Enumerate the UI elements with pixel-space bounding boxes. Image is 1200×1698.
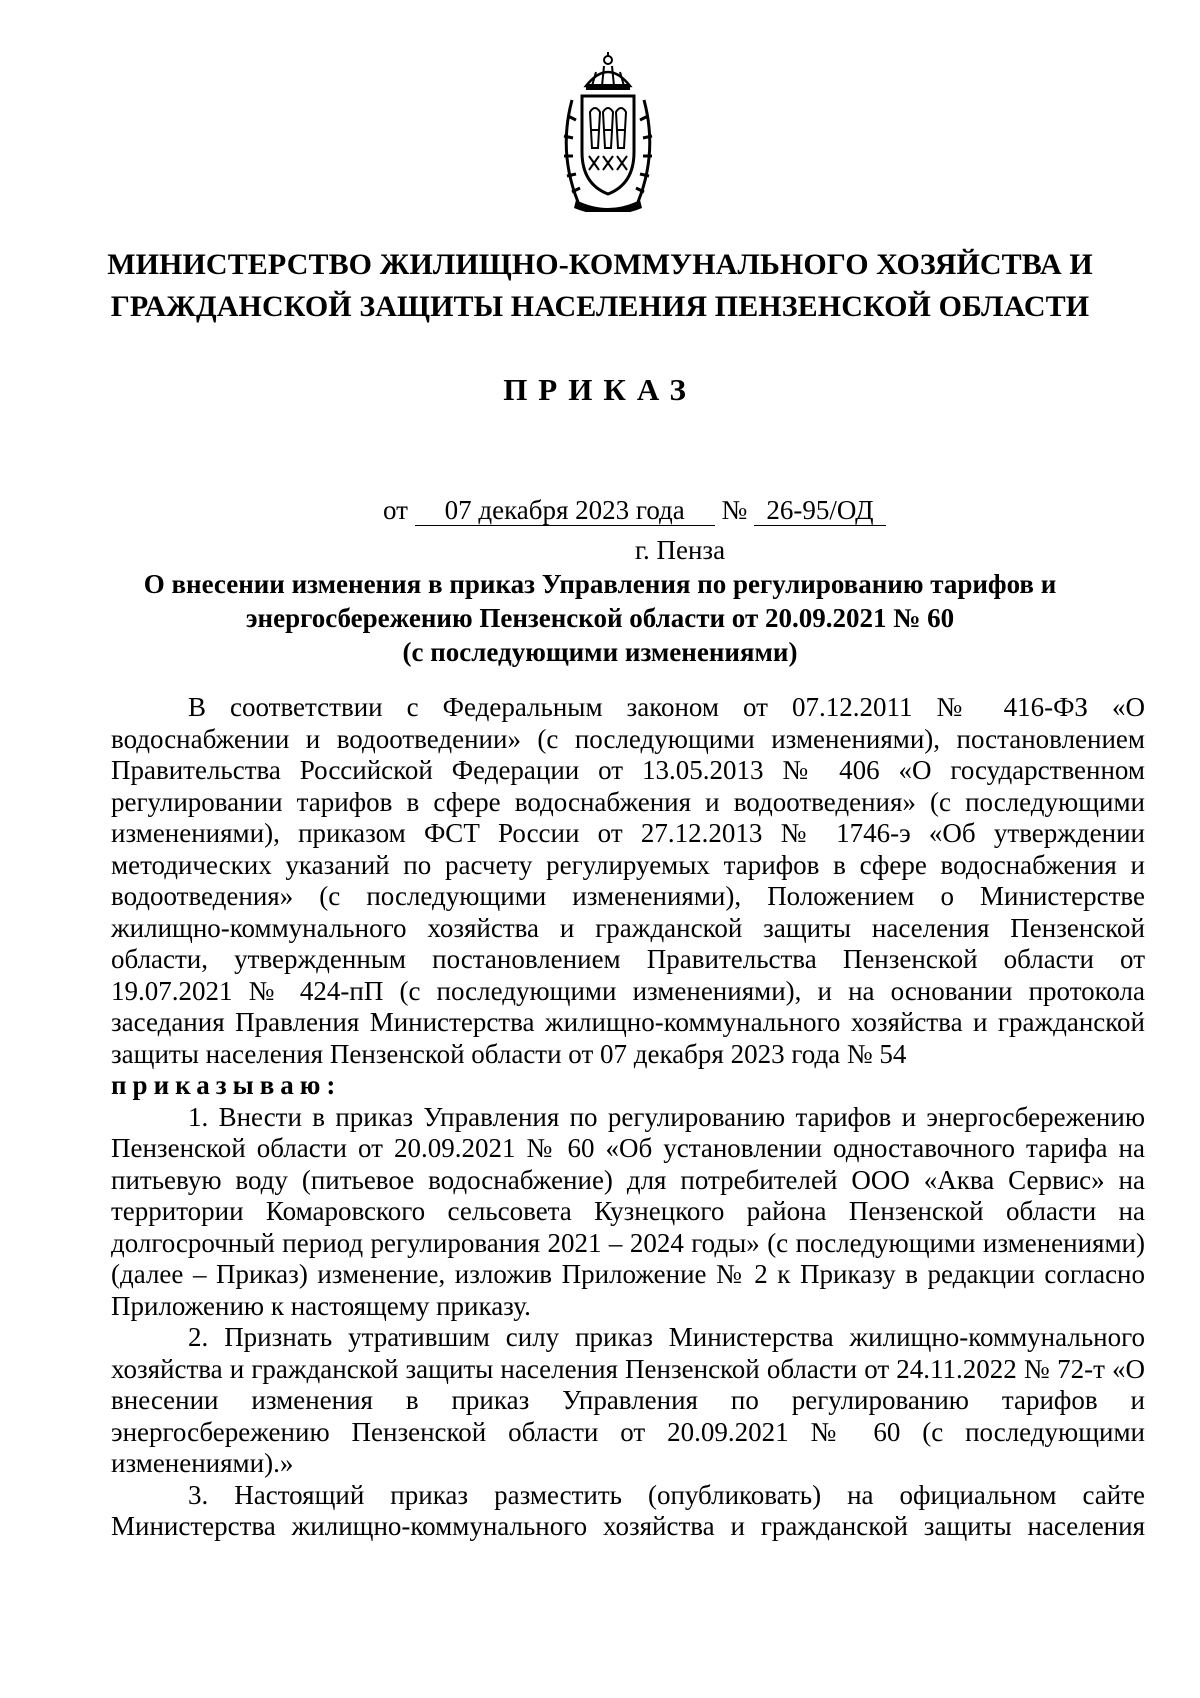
order-date: 07 декабря 2023 года <box>415 495 715 526</box>
order-subject <box>100 567 1100 669</box>
ministry-name-line2: ГРАЖДАНСКОЙ ЗАЩИТЫ НАСЕЛЕНИЯ ПЕНЗЕНСКОЙ ОБЛАСТИ <box>110 290 1090 323</box>
date-number-line <box>383 493 886 527</box>
order-body <box>111 692 1145 1543</box>
subject-line3: (с последующими изменениями) <box>402 637 798 667</box>
subject-line1: О внесении изменения в приказ Управления по регулированию тарифов и <box>143 569 1057 599</box>
preamble-paragraph: В соответствии с Федеральным законом от 07.12.2011 № 416-ФЗ «О водоснабжении и водоотведении» (с последующими изменениями), постановлением Правительства Российской Федерации от 13.05.2013 № 406 «О государственном регулировании тарифов в сфере водоснабжения и водоотведения» (с последующими изменениями), приказом ФСТ России от 27.12.2013 № 1746-э «Об утверждении методических указаний по расчету регулируемых тарифов в сфере водоснабжения и водоотведения» (с последующими изменениями), Положением о Министерстве жилищно-коммунального хозяйства и гражданской защиты населения Пензенской области, утвержденным постановлением Правительства Пензенской области от 19.07.2021 № 424-пП (с последующими изменениями), и на основании протокола заседания Правления Министерства жилищно-коммунального хозяйства и гражданской защиты населения Пензенской области от 07 декабря 2023 года № 54 <box>111 692 1145 1069</box>
subject-line2: энергосбережению Пензенской области от 20.09.2021 № 60 <box>245 603 955 633</box>
document-type-title: ПРИКАЗ <box>503 372 697 407</box>
number-label: № <box>721 495 748 525</box>
order-word: приказываю: <box>111 1070 342 1100</box>
order-item-3: 3. Настоящий приказ разместить (опубликовать) на официальном сайте Министерства жилищно-коммунального хозяйства и гражданской защиты населения <box>111 1479 1145 1541</box>
city: г. Пенза <box>634 535 726 565</box>
from-label: от <box>383 495 408 525</box>
ministry-name <box>100 244 1100 328</box>
order-number: 26-95/ОД <box>754 495 886 526</box>
order-item-2: 2. Признать утратившим силу приказ Министерства жилищно-коммунального хозяйства и гражданской защиты населения Пензенской области от 24.11.2022 № 72-т «О внесении изменения в приказ Управления по регулированию тарифов и энергосбережению Пензенской области от 20.09.2021 № 60 (с последующими изменениями).» <box>111 1322 1145 1478</box>
order-item-1: 1. Внести в приказ Управления по регулированию тарифов и энергосбережению Пензенской области от 20.09.2021 № 60 «Об установлении одноставочного тарифа на питьевую воду (питьевое водоснабжение) для потребителей ООО «Аква Сервис» на территории Комаровского сельсовета Кузнецкого района Пензенской области на долгосрочный период регулирования 2021 – 2024 годы» (с последующими изменениями) (далее – Приказ) изменение, изложив Приложение № 2 к Приказу в редакции согласно Приложению к настоящему приказу. <box>111 1101 1145 1321</box>
ministry-name-line1: МИНИСТЕРСТВО ЖИЛИЩНО-КОММУНАЛЬНОГО ХОЗЯЙСТВА И <box>107 248 1093 281</box>
coat-of-arms-icon <box>556 52 660 212</box>
